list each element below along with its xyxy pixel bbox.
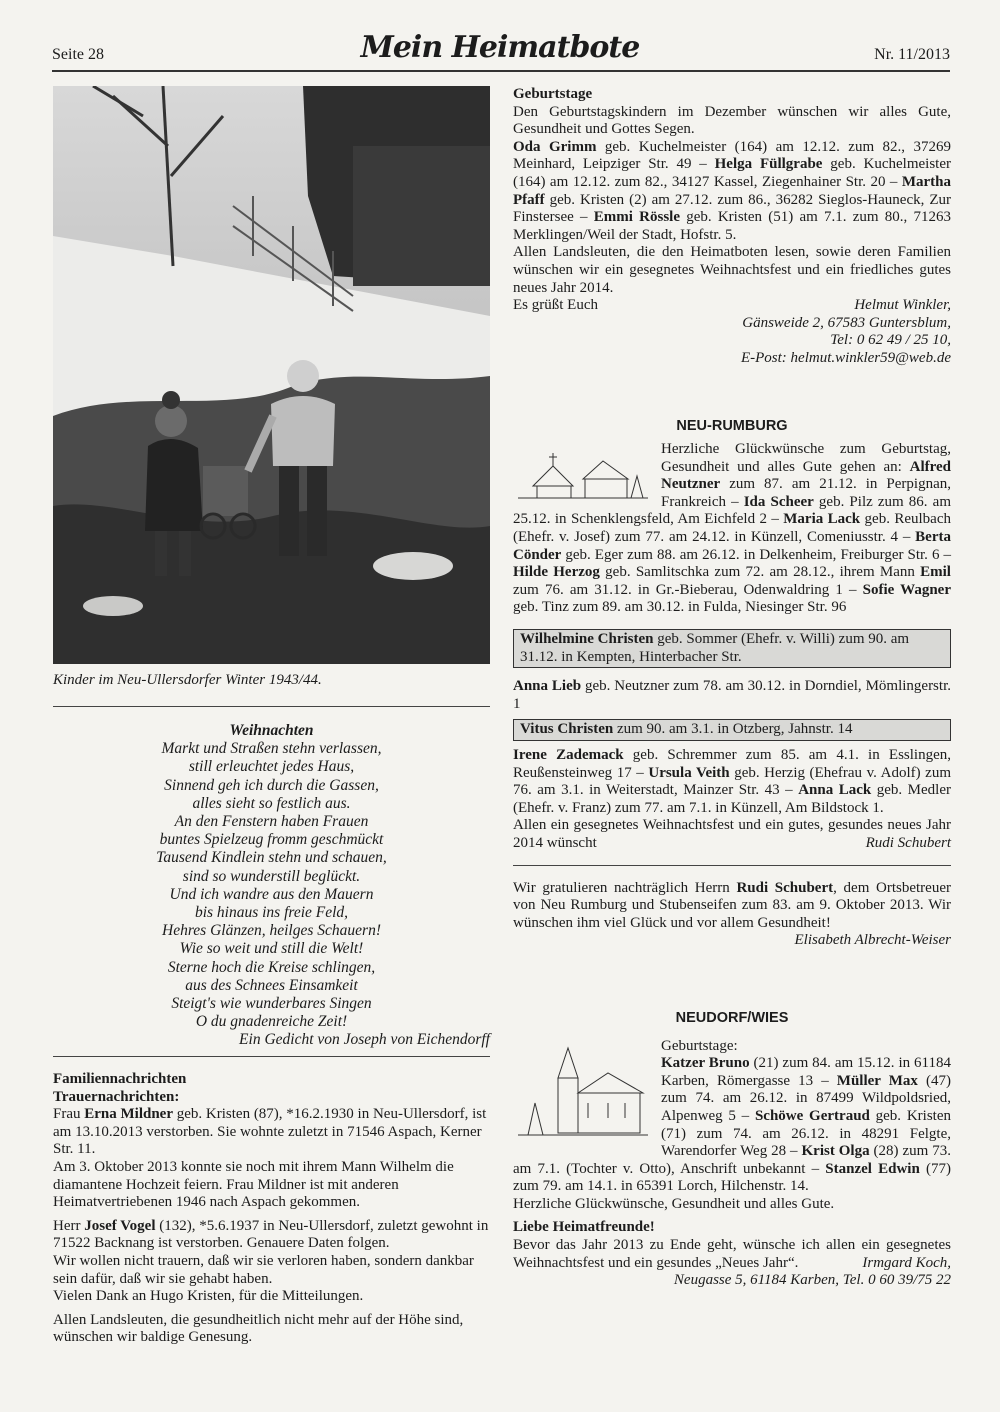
birthdays-intro: Den Geburtstagskindern im Dezember wünschen wir alles Gute, Gesundheit und Gottes Segen. [513, 103, 951, 138]
birthdays-list: Oda Grimm geb. Kuchelmeister (164) am 12.12. zum 82., 37269 Meinhard, Leipziger Str. 49 – Helga Füllgrabe geb. Kuchelmeister (164) am 12.12. zum 82., 34127 Kassel, Ziegenhainer Str. 20 – Martha Pfaff geb. Kristen (2) am 27.12. zum 86., 36282 Sieglos-Hauneck, Zur Finstersee – Emmi Rössle geb. Kristen (51) am 7.1. zum 80., 71263 Merklingen/Weil der Stadt, Hofstr. 5. [513, 138, 951, 243]
obituary-vogel: Herr Josef Vogel (132), *5.6.1937 in Neu-Ullersdorf, zuletzt gewohnt in 71522 Backnang ist verstorben. Genauere Daten folgen. [53, 1217, 489, 1252]
section-title-neudorf: NEUDORF/WIES [675, 1009, 789, 1026]
poem-lines [53, 740, 490, 1031]
photo-caption: Kinder im Neu-Ullersdorfer Winter 1943/44. [53, 672, 322, 688]
poem-title: Weihnachten [229, 722, 314, 739]
right-column [513, 86, 951, 1290]
neu-rumburg-list-2: Irene Zademack geb. Schremmer zum 85. am 4.1. in Esslingen, Reußensteinweg 17 – Ursula Veith geb. Herzig (Ehefrau v. Adolf) zum 76. am 3.1. in Weiterstadt, Mainzer Str. 43 – Anna Lack geb. Medler (Ehefr. v. Franz) zum 77. am 7.1. in Künzell, Am Bildstock 1. [513, 747, 952, 816]
heimatfreunde-text: Bevor das Jahr 2013 zu Ende geht, wünsche ich allen ein gesegnetes Weihnachtsfest und ein gesundes „Neues Jahr“. Irmgard Koch, [513, 1237, 951, 1271]
congrats-schubert: Wir gratulieren nachträglich Herrn Rudi Schubert, dem Ortsbetreuer von Neu Rumburg und Stubenseifen zum 83. am 9. Oktober 2013. Wir wünschen ihm viel Glück und vor allem Gesundheit! [513, 879, 951, 931]
signature-phone: Tel: 0 62 49 / 25 10, [830, 332, 951, 349]
highlight-box-vitus: Vitus Christen zum 90. am 3.1. in Otzberg, Jahnstr. 14 [513, 719, 951, 741]
poem-line: Sinnend geh ich durch die Gassen, [164, 776, 379, 794]
family-news [53, 1071, 490, 1347]
neudorf-text: Geburtstage: Katzer Bruno (21) zum 84. am 15.12. in 61184 Karben, Römergasse 13 – Müller Max (47) zum 74. am 26.12. in 87499 Wildpoldsried, Alpenweg 5 – Schöwe Gertraud geb. Kristen (71) zum 74. am 26.12. in 48291 Felgte, Warendorfer Weg 28 – Krist Olga (28) zum 73. am 7.1. (Tochter v. Otto), Anschrift unbekannt – Stanzel Edwin (77) zum 79. am 14.1. in 65391 Lorch, Hilchenstr. 14. [513, 1037, 951, 1195]
poem-line: sind so wunderstill beglückt. [182, 867, 361, 885]
family-heading: Familiennachrichten [53, 1071, 187, 1087]
church-sketch-icon [513, 1038, 653, 1148]
congrats-signature: Elisabeth Albrecht-Weiser [794, 932, 951, 949]
masthead-title: Mein Heimatbote [360, 30, 640, 65]
obituary-mildner: Frau Erna Mildner geb. Kristen (87), *16.2.1930 in Neu-Ullersdorf, ist am 13.10.2013 verstorben. Sie wohnte zuletzt in 71546 Aspach, Kerner Str. 11. [53, 1106, 487, 1158]
birthdays-greeting: Es grüßt Euch Helmut Winkler, [513, 297, 951, 314]
heimatfreunde-heading: Liebe Heimatfreunde! [513, 1219, 655, 1236]
signature-email: E-Post: helmut.winkler59@web.de [740, 349, 951, 366]
church-sketch-icon [513, 441, 653, 501]
signature-address: Gänsweide 2, 67583 Guntersblum, [742, 314, 951, 331]
issue-number: Nr. 11/2013 [874, 46, 950, 63]
obituary-mildner-note: Am 3. Oktober 2013 konnte sie noch mit ihrem Mann Wilhelm die diamantene Hochzeit feiern. Frau Mildner ist mit anderen Heimatvertriebenen 1946 nach Aspach gekommen. [53, 1158, 454, 1211]
poem-line: Steigt's wie wunderbares Singen [171, 995, 372, 1013]
birthdays-heading: Geburtstage [513, 86, 593, 102]
neu-rumburg-text: Herzliche Glückwünsche zum Geburtstag, Gesundheit und alles Gute gehen an: Alfred Neutzner zum 87. am 21.12. in Perpignan, Frankreich – Ida Scheer geb. Pilz zum 86. am 25.12. in Schenklengsfeld, Am Eichfeld 2 – Maria Lack geb. Reulbach (Ehefr. v. Josef) zum 77. am 24.12. in Künzell, Comeniusstr. 4 – Berta Cönder geb. Eger zum 88. am 26.12. in Delkenheim, Freiburger Str. 6 – Hilde Herzog geb. Samlitschka zum 72. am 28.12., ihrem Mann Emil zum 76. am 31.12. in Gr.-Bieberau, Odenwaldring 1 – Sofie Wagner geb. Tinz zum 89. am 30.12. in Fulda, Niesinger Str. 96 [513, 441, 952, 616]
thanks-text: Vielen Dank an Hugo Kristen, für die Mitteilungen. [53, 1288, 364, 1305]
divider [53, 1056, 490, 1057]
poem-line: Sterne hoch die Kreise schlingen, [167, 958, 376, 976]
header-divider [52, 70, 950, 72]
poem-line: Wie so weit und still die Welt! [179, 940, 364, 958]
get-well-text: Allen Landsleuten, die gesundheitlich nicht mehr auf der Höhe sind, wünschen wir baldige Genesung. [53, 1311, 464, 1346]
poem-line: alles sieht so festlich aus. [192, 794, 351, 812]
poem-line: aus des Schnees Einsamkeit [185, 976, 358, 994]
highlight-box-wilhelmine: Wilhelmine Christen geb. Sommer (Ehefr. v. Willi) zum 90. am 31.12. in Kempten, Hinterbacher Str. [513, 629, 951, 668]
poem-line: still erleuchtet jedes Haus, [188, 758, 355, 776]
poem-line: Markt und Straßen stehn verlassen, [161, 740, 382, 758]
poem [53, 722, 490, 1050]
poem-author: Ein Gedicht von Joseph von Eichendorff [239, 1031, 490, 1049]
page-number: Seite 28 [52, 46, 104, 63]
neu-rumburg-wish: Allen ein gesegnetes Weihnachtsfest und ein gutes, gesundes neues Jahr 2014 wünscht Rudi Schubert [513, 817, 951, 851]
birthdays-wish: Allen Landsleuten, die den Heimatboten lesen, sowie deren Familien wünschen wir ein gesegnetes Weihnachtsfest und ein friedliches gutes neues Jahr 2014. [513, 244, 951, 296]
poem-line: Und ich wandre aus den Mauern [169, 885, 374, 903]
poem-line: Tausend Kindlein stehn und schauen, [156, 849, 387, 867]
poem-line: bis hinaus ins freie Feld, [194, 904, 349, 922]
section-title-neu-rumburg: NEU-RUMBURG [676, 417, 788, 434]
neudorf-wish: Herzliche Glückwünsche, Gesundheit und alles Gute. [513, 1195, 835, 1212]
poem-line: buntes Spielzeug fromm geschmückt [159, 831, 384, 849]
birthday-anna-lieb: Anna Lieb geb. Neutzner zum 78. am 30.12. in Dorndiel, Mömlingerstr. 1 [513, 678, 951, 712]
koch-address: Neugasse 5, 61184 Karben, Tel. 0 60 39/75 22 [673, 1272, 951, 1289]
poem-line: Hehres Glänzen, heilges Schauern! [162, 922, 381, 940]
condolence-text: Wir wollen nicht trauern, daß wir sie verloren haben, sondern dankbar sein dafür, daß wir sie gehabt haben. [53, 1252, 474, 1287]
winter-photo [53, 86, 490, 664]
divider [53, 706, 490, 707]
poem-line: An den Fenstern haben Frauen [174, 813, 369, 831]
poem-line: O du gnadenreiche Zeit! [195, 1013, 348, 1031]
obituaries-heading: Trauernachrichten: [53, 1088, 180, 1105]
